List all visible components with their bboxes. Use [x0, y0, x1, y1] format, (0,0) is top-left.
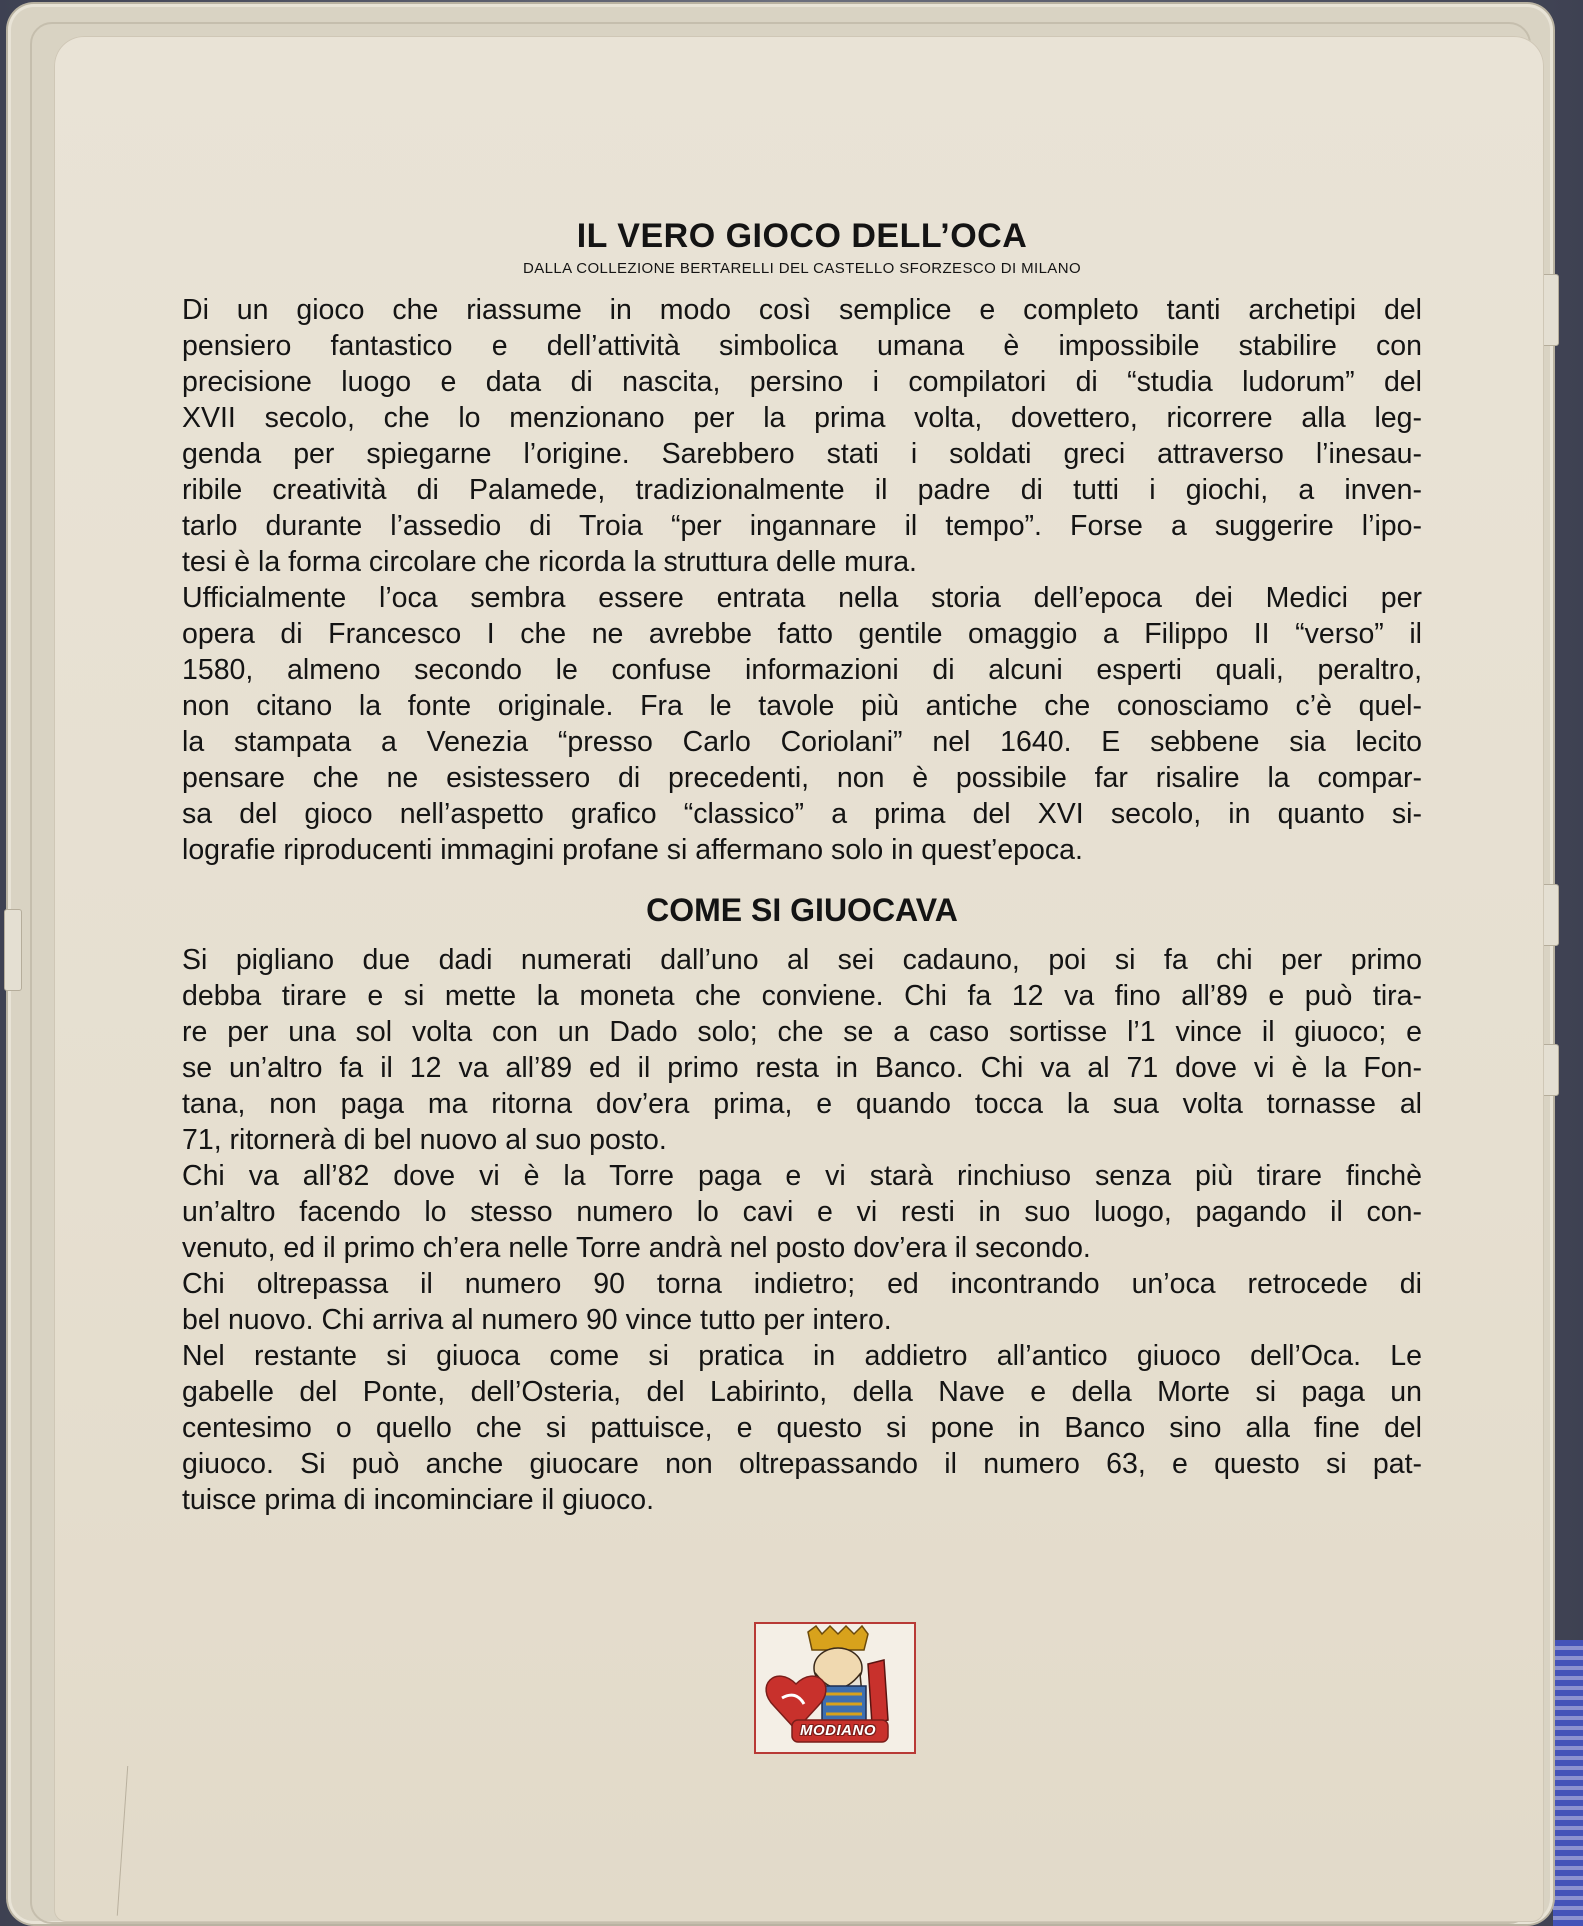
text-line: pensare che ne esistessero di precedenti, non è possibile far risalire la compar- — [182, 762, 1422, 794]
text-line: opera di Francesco I che ne avrebbe fatto gentile omaggio a Filippo II “verso” il — [182, 618, 1422, 650]
text-line: tana, non paga ma ritorna dov’era prima, e quando tocca la sua volta tornasse al — [182, 1088, 1422, 1120]
text-line: Chi oltrepassa il numero 90 torna indietro; ed incontrando un’oca retrocede di — [182, 1268, 1422, 1300]
text-line: ribile creatività di Palamede, tradizionalmente il padre di tutti i giochi, a inven- — [182, 474, 1422, 506]
text-line: genda per spiegarne l’origine. Sarebbero stati i soldati greci attraverso l’inesau- — [182, 438, 1422, 470]
document-title: IL VERO GIOCO DELL’OCA — [576, 217, 1028, 255]
text-line: non citano la fonte originale. Fra le tavole più antiche che conosciamo c’è quel- — [182, 690, 1422, 722]
logo-wordmark: MODIANO — [800, 1722, 876, 1739]
text-line: Di un gioco che riassume in modo così semplice e completo tanti archetipi del — [182, 294, 1422, 326]
hinge-tab-left — [4, 909, 22, 991]
text-line: Si pigliano due dadi numerati dall’uno al sei cadauno, poi si fa chi per primo — [182, 944, 1422, 976]
text-line: debba tirare e si mette la moneta che conviene. Chi fa 12 va fino all’89 e può tira- — [182, 980, 1422, 1012]
modiano-logo — [754, 1622, 916, 1754]
text-line: Chi va all’82 dove vi è la Torre paga e vi starà rinchiuso senza più tirare finchè — [182, 1160, 1422, 1192]
text-line: bel nuovo. Chi arriva al numero 90 vince tutto per intero. — [182, 1304, 892, 1336]
blue-fabric-stripe — [1553, 1640, 1583, 1926]
text-line: re per una sol volta con un Dado solo; che se a caso sortisse l’1 vince il giuoco; e — [182, 1016, 1422, 1048]
text-line: sa del gioco nell’aspetto grafico “classico” a prima del XVI secolo, in quanto si- — [182, 798, 1422, 830]
text-line: XVII secolo, che lo menzionano per la prima volta, dovettero, ricorrere alla leg- — [182, 402, 1422, 434]
text-line: tarlo durante l’assedio di Troia “per ingannare il tempo”. Forse a suggerire l’ipo- — [182, 510, 1422, 542]
section-title: COME SI GIUOCAVA — [646, 892, 958, 928]
text-line: precisione luogo e data di nascita, persino i compilatori di “studia ludorum” del — [182, 366, 1422, 398]
text-line: tuisce prima di incominciare il giuoco. — [182, 1484, 655, 1516]
text-line: 71, ritornerà di bel nuovo al suo posto. — [182, 1124, 667, 1156]
text-line: tesi è la forma circolare che ricorda la struttura delle mura. — [182, 546, 917, 578]
text-line: lografie riproducenti immagini profane si affermano solo in quest’epoca. — [182, 834, 1083, 866]
printed-panel — [54, 36, 1544, 1922]
text-line: Nel restante si giuoca come si pratica in addietro all’antico giuoco dell’Oca. Le — [182, 1340, 1422, 1372]
text-line: un’altro facendo lo stesso numero lo cavi e vi resti in suo luogo, pagando il con- — [182, 1196, 1422, 1228]
tin-box-lid — [8, 4, 1553, 1924]
text-line: centesimo o quello che si pattuisce, e questo si pone in Banco sino alla fine del — [182, 1412, 1422, 1444]
text-line: 1580, almeno secondo le confuse informazioni di alcuni esperti quali, peraltro, — [182, 654, 1422, 686]
rules-paragraph — [182, 942, 1422, 1518]
text-line: giuoco. Si può anche giuocare non oltrepassando il numero 63, e questo si pat- — [182, 1448, 1422, 1480]
document-content — [182, 216, 1422, 1518]
surface-crease — [117, 1766, 134, 1916]
intro-paragraph — [182, 292, 1422, 868]
text-line: la stampata a Venezia “presso Carlo Coriolani” nel 1640. E sebbene sia lecito — [182, 726, 1422, 758]
text-line: Ufficialmente l’oca sembra essere entrata nella storia dell’epoca dei Medici per — [182, 582, 1422, 614]
text-line: pensiero fantastico e dell’attività simbolica umana è impossibile stabilire con — [182, 330, 1422, 362]
document-subtitle: DALLA COLLEZIONE BERTARELLI DEL CASTELLO SFORZESCO DI MILANO — [522, 260, 1082, 277]
text-line: se un’altro fa il 12 va all’89 ed il primo resta in Banco. Chi va al 71 dove vi è la Fon- — [182, 1052, 1422, 1084]
text-line: gabelle del Ponte, dell’Osteria, del Labirinto, della Nave e della Morte si paga un — [182, 1376, 1422, 1408]
text-line: venuto, ed il primo ch’era nelle Torre andrà nel posto dov’era il secondo. — [182, 1232, 1091, 1264]
